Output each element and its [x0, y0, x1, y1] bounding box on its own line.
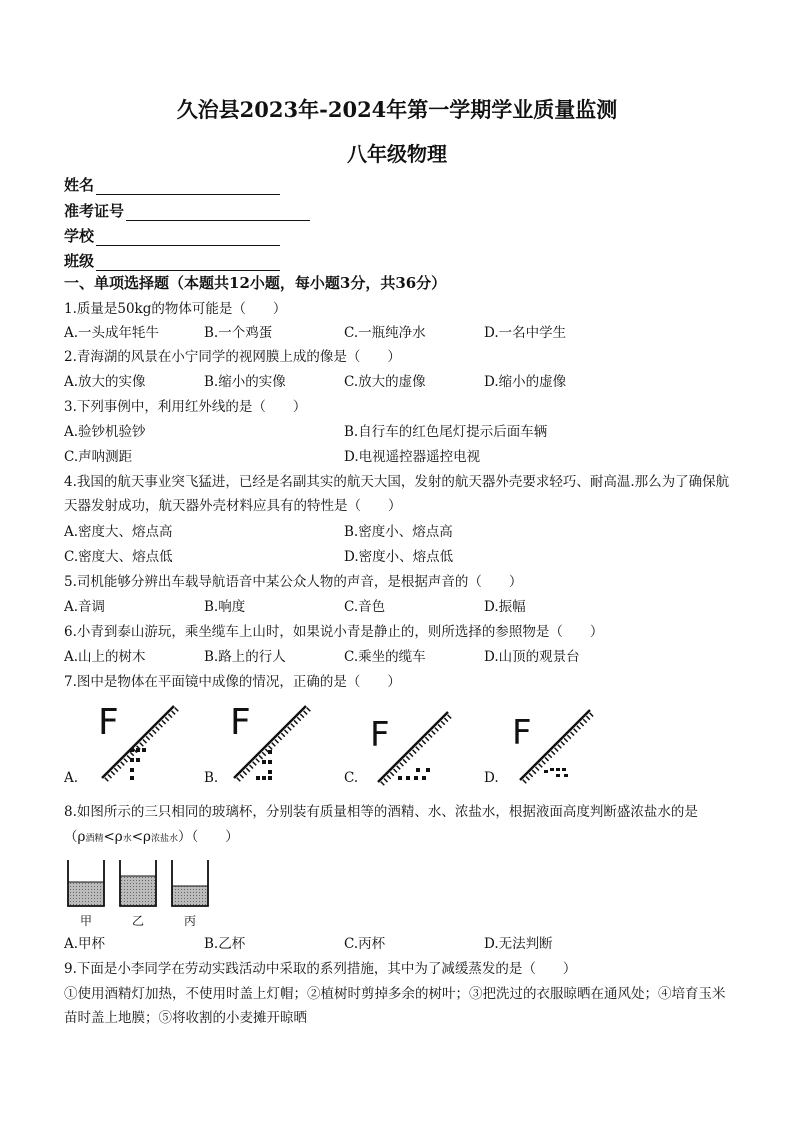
q2-option-d[interactable]: D.缩小的虚像	[484, 374, 567, 390]
q5-options	[64, 595, 734, 619]
q8-rho-2: ρ	[114, 829, 123, 845]
q3-option-a[interactable]: A.验钞机验钞	[64, 424, 146, 440]
q1-options	[64, 321, 734, 345]
q8-close-paren: ）（ ）	[177, 829, 239, 845]
class-field[interactable]	[64, 250, 280, 271]
q6-option-d[interactable]: D.山顶的观景台	[484, 649, 580, 665]
q3-options-row2	[64, 445, 734, 469]
class-label: 班级	[64, 252, 95, 270]
q8-cups-figure	[64, 856, 224, 928]
q8-option-a[interactable]: A.甲杯	[64, 936, 106, 952]
q8-sub-alcohol: 酒精	[85, 834, 104, 844]
question-3: 3.下列事例中，利用红外线的是（ ）	[64, 399, 307, 415]
school-blank[interactable]	[96, 230, 280, 246]
question-1: 1.质量是50kg的物体可能是（ ）	[64, 301, 287, 317]
q4-option-d[interactable]: D.密度小、熔点低	[344, 549, 454, 565]
question-7: 7.图中是物体在平面镜中成像的情况，正确的是（ ）	[64, 674, 401, 690]
q8-rho-3: ρ	[143, 829, 151, 845]
q2-option-b[interactable]: B.缩小的实像	[204, 374, 286, 390]
name-label: 姓名	[64, 176, 95, 194]
q2-options	[64, 370, 734, 394]
question-8: 8.如图所示的三只相同的玻璃杯，分别装有质量相等的酒精、水、浓盐水，根据液面高度判断盛浓盐水的是	[64, 804, 698, 820]
exam-id-label: 准考证号	[64, 202, 125, 220]
q7-option-a[interactable]: A.	[64, 770, 79, 786]
q8-sub-water: 水	[122, 834, 132, 844]
exam-title: 久治县2023年-2024年第一学期学业质量监测	[176, 97, 618, 122]
q4-option-b[interactable]: B.密度小、熔点高	[344, 524, 453, 540]
cup-yi	[120, 860, 156, 906]
q7-c-letter: F	[370, 715, 390, 755]
class-blank[interactable]	[96, 255, 280, 271]
q3-options-row1	[64, 420, 734, 444]
name-field[interactable]	[64, 174, 280, 195]
cup-jia	[68, 860, 104, 906]
q8-sub-brine: 浓盐水	[150, 834, 178, 844]
q4-options-row2	[64, 545, 734, 569]
q2-option-a[interactable]: A.放大的实像	[64, 374, 146, 390]
school-field[interactable]	[64, 225, 280, 246]
q5-option-a[interactable]: A.音调	[64, 599, 106, 615]
q7-figure-d	[504, 700, 614, 786]
question-5: 5.司机能够分辨出车载导航语音中某公众人物的声音，是根据声音的（ ）	[64, 574, 523, 590]
q1-option-b[interactable]: B.一个鸡蛋	[204, 325, 273, 341]
q8-cups	[64, 856, 224, 912]
q7-option-d[interactable]: D.	[484, 770, 499, 786]
q7-a-letter: F	[98, 702, 119, 743]
q9-measures: ①使用酒精灯加热，不使用时盖上灯帽；②植树时剪掉多余的树叶；③把洗过的衣服晾晒在通风处；④培育玉米苗时盖上地膜；⑤将收割的小麦摊开晾晒	[64, 986, 726, 1026]
q8-density-condition	[64, 825, 734, 851]
cup-yi-label: 乙	[132, 914, 145, 928]
q7-figure-a	[92, 700, 202, 786]
q8-lt-1: <	[103, 829, 115, 845]
q7-option-c[interactable]: C.	[344, 770, 359, 786]
cup-bing	[172, 860, 208, 906]
q5-option-c[interactable]: C.音色	[344, 599, 386, 615]
q8-option-b[interactable]: B.乙杯	[204, 936, 246, 952]
exam-id-blank[interactable]	[126, 205, 310, 221]
name-blank[interactable]	[96, 179, 280, 195]
q6-option-c[interactable]: C.乘坐的缆车	[344, 649, 426, 665]
exam-subject: 八年级物理	[347, 142, 447, 166]
section-heading: 一、单项选择题（本题共12小题，每小题3分，共36分）	[64, 274, 447, 292]
q5-option-d[interactable]: D.振幅	[484, 599, 526, 615]
q3-option-c[interactable]: C.声呐测距	[64, 449, 133, 465]
q7-d-letter: F	[512, 713, 532, 753]
q7-figure-c	[364, 700, 474, 786]
question-6: 6.小青到泰山游玩，乘坐缆车上山时，如果说小青是静止的，则所选择的参照物是（ ）	[64, 624, 604, 640]
question-2: 2.青海湖的风景在小宁同学的视网膜上成的像是（ ）	[64, 349, 401, 365]
q4-option-a[interactable]: A.密度大、熔点高	[64, 524, 173, 540]
q7-b-letter: F	[230, 702, 251, 743]
cup-bing-label: 丙	[184, 914, 197, 928]
question-9: 9.下面是小李同学在劳动实践活动中采取的系列措施，其中为了减缓蒸发的是（ ）	[64, 961, 577, 977]
q4-options-row1	[64, 520, 734, 544]
q8-options	[64, 932, 734, 956]
exam-id-field[interactable]	[64, 200, 310, 221]
q6-option-b[interactable]: B.路上的行人	[204, 649, 286, 665]
q7-option-b[interactable]: B.	[204, 770, 219, 786]
q7-figures	[64, 700, 744, 792]
q8-option-d[interactable]: D.无法判断	[484, 936, 553, 952]
q3-option-d[interactable]: D.电视遥控器遥控电视	[344, 449, 481, 465]
q8-option-c[interactable]: C.丙杯	[344, 936, 386, 952]
q1-option-c[interactable]: C.一瓶纯净水	[344, 325, 426, 341]
q7-figure-b	[224, 700, 334, 786]
question-4: 4.我国的航天事业突飞猛进，已经是名副其实的航天大国，发射的航天器外壳要求轻巧、耐高温.那么为了确保航天器发射成功，航天器外壳材料应具有的特性是（ ）	[64, 474, 730, 514]
q1-option-a[interactable]: A.一头成年牦牛	[64, 325, 160, 341]
q2-option-c[interactable]: C.放大的虚像	[344, 374, 426, 390]
school-label: 学校	[64, 227, 95, 245]
q8-rho-1: ρ	[77, 829, 86, 845]
q5-option-b[interactable]: B.响度	[204, 599, 246, 615]
q8-lt-2: <	[131, 829, 144, 845]
q8-open-paren: （	[64, 829, 78, 845]
q3-option-b[interactable]: B.自行车的红色尾灯提示后面车辆	[344, 424, 548, 440]
q6-option-a[interactable]: A.山上的树木	[64, 649, 146, 665]
q1-option-d[interactable]: D.一名中学生	[484, 325, 567, 341]
cup-jia-label: 甲	[80, 914, 93, 928]
q4-option-c[interactable]: C.密度大、熔点低	[64, 549, 173, 565]
q6-options	[64, 645, 734, 669]
